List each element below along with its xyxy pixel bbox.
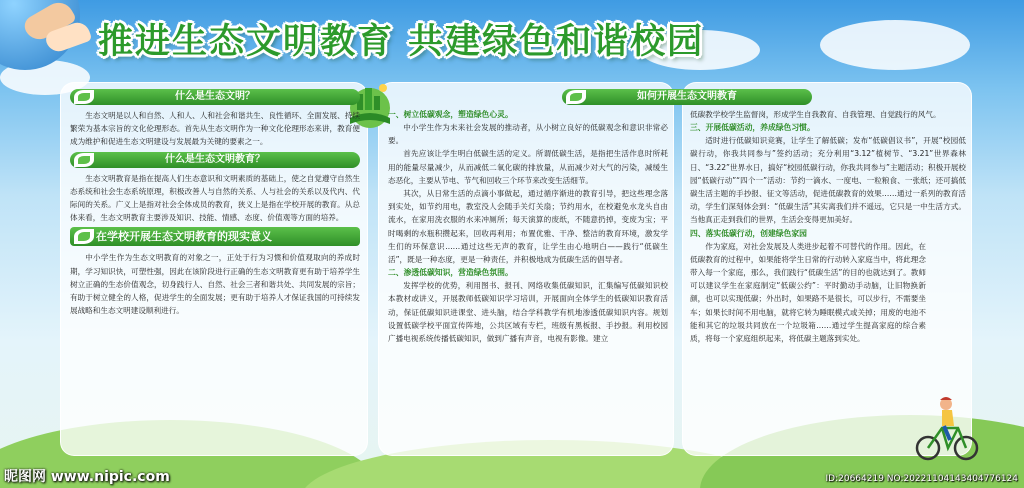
subheading: 四、落实低碳行动，创建绿色家园 — [690, 228, 807, 238]
paragraph: 首先应该让学生明白低碳生活的定义。所谓低碳生活，是指把生活作息时所耗用的能量尽量减少，从而减低二氧化碳的排放量，从而减少对大气的污染，减缓生态恶化，主要从节电、节气和回收三个环节来改变生活细节。 — [388, 149, 668, 185]
section-header: 什么是生态文明？ — [70, 89, 360, 105]
right-header-wrap — [562, 86, 966, 106]
paragraph: 生态文明教育是指在提高人们生态意识和文明素质的基础上，使之自觉遵守自然生态系统和社会生态系统原理，积极改善人与自然的关系、人与社会的关系以及代内、代际间的关系。广义上是指对社会全体成员的教育，狭义上是指在学校开展的教育。从总体来看，生态文明教育主要涉及知识、技能、情感、态度、价值观等方面的培养。 — [70, 173, 360, 223]
paragraph: 生态文明是以人和自然、人和人、人和社会和谐共生、良性循环、全面发展、持续繁荣为基本宗旨的文化伦理形态。首先从生态文明作为一种文化伦理形态来讲，教育便成为维护和促进生态文明建设与发展最为关键的要素之一。 — [70, 111, 360, 147]
left-column — [70, 86, 360, 452]
cloud — [820, 20, 970, 70]
paragraph: 其次，从日常生活的点滴小事做起，通过循序渐进的教育引导，把这些理念落到实处，如节约用电，教室没人会随手关灯关扇；节约用水，在校避免水龙头自由流水，在家用洗衣服的水来冲厕所；每天演算的废纸，不随意扔掉，变废为宝；平时喝剩的水瓶积攒起来，回收再利用；布置优雅、干净、整洁的教育环境，激发学生们的环保意识……通过这些无声的教育，让学生由心地明白——践行“低碳生活”，既是一种态度，更是一种责任，并积极地成为低碳生活的倡导者。 — [388, 189, 668, 265]
leaf-icon — [74, 229, 94, 244]
paragraph: 中小学生作为未来社会发展的推动者，从小树立良好的低碳观念和意识非常必要。 — [388, 123, 668, 146]
watermark-id: ID:20664219 NO:20221104143404776124 — [825, 474, 1018, 484]
middle-column — [388, 108, 668, 452]
leaf-icon — [74, 153, 94, 167]
subheading: 二、渗透低碳知识，营造绿色氛围。 — [388, 268, 513, 278]
watermark: 昵图网 www.nipic.com — [4, 469, 170, 485]
cyclist-icon — [912, 394, 982, 464]
page-title: 推进生态文明教育 共建绿色和谐校园 — [98, 22, 705, 62]
subheading: 一、树立低碳观念，塑造绿色心灵。 — [388, 110, 513, 119]
paragraph: 低碳教学校学生监督岗，形成学生自我教育、自我管理、自觉践行的风气。 — [690, 110, 941, 119]
paragraph: 中小学生作为生态文明教育的对象之一，正处于行为习惯和价值观取向的养成时期，学习知识快，可塑性强，因此在该阶段进行正确的生态文明教育更有助于培养学生树立正确的生态价值观念，切身践行人、自然、社会三者和谐共处、共同发展的宗旨；有助于树立健全的人格，促进学生的全面发展；更有助于培养人才保证我国的可持续发展战略和生态文明建设顺利进行。 — [70, 253, 360, 316]
section-header: 什么是生态文明教育？ — [70, 152, 360, 168]
paragraph: 作为家庭，对社会发展及人类进步起着不可替代的作用。因此，在低碳教育的过程中，如果能将学生日常的行动转入家庭当中，将此理念带入每一个家庭，那么，我们践行“低碳生活”的目的也就达到了。教师可以建议学生在家庭制定“低碳公约”：平时勤动手动脑，让旧物换新颜，也可以实现低碳；外出时，如果路不是很长，可以步行，不需要坐车；如果长时间不用电脑，就将它转为睡眠模式或关掉；用废的电池不能和其它的垃圾共同放在一个垃圾箱……通过学生提高家庭的综合素质，将每一个家庭组织起来，将低碳主题落到实处。 — [690, 241, 926, 344]
section-header: 在学校开展生态文明教育的现实意义 — [70, 227, 360, 246]
leaf-icon — [566, 90, 586, 104]
leaf-icon — [74, 90, 94, 104]
paragraph: 发挥学校的优势，利用图书、报刊、网络收集低碳知识，汇集编写低碳知识校本教材或讲义，开展教师低碳知识学习培训，开展面向全体学生的低碳知识教育活动，保证低碳知识进课堂、进头脑，结合学科教学有机地渗透低碳知识内容。规划设置低碳学校平面宣传阵地，公共区域有专栏，班级有黑板报、手抄报。利用校园广播电视系统传播低碳知识，做到广播有声音，电视有影像。建立 — [388, 281, 668, 344]
paragraph: 适时进行低碳知识竞赛，让学生了解低碳；发布“低碳倡议书”，开展“校园低碳行动，你我共同参与”签约活动；充分利用“3.12”植树节、“3.21”世界森林日、“3.22”世界水日，搞好“校园低碳行动，你我共同参与”主题活动；积极开展校园“低碳行动”“四个一”活动：节约一滴水、一度电、一粒粮食、一张纸；还可搞低碳生活主题的手抄报、征文等活动，促进低碳教育的效果……通过一系列的教育活动，学生们深刻体会到：“低碳生活”其实离我们并不遥远，它只是一中生活方式。当他真正走到我们的世界，生活会变得更加美好。 — [690, 136, 966, 225]
section-header: 如何开展生态文明教育 — [562, 89, 812, 105]
subheading: 三、开展低碳活动，养成绿色习惯。 — [690, 123, 815, 133]
